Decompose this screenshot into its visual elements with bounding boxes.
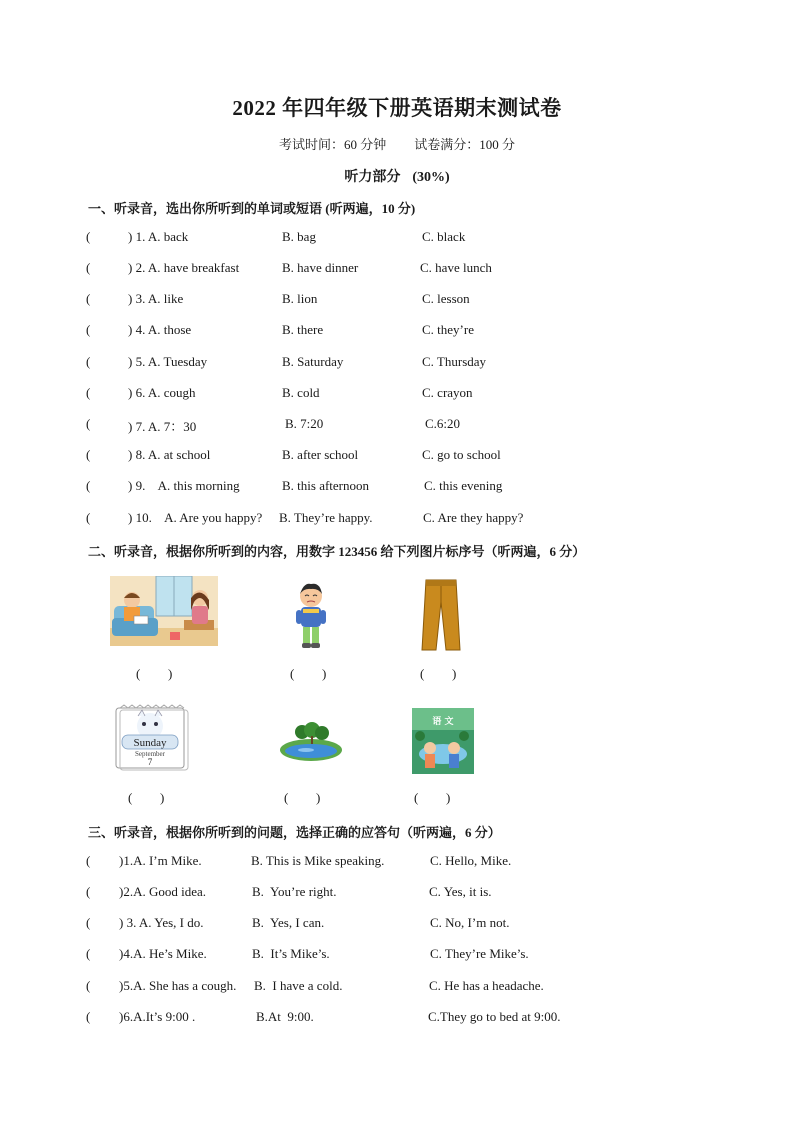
option-a: ) 4. A. those — [128, 322, 192, 337]
option-b: B. 7:20 — [285, 416, 324, 431]
option-a: )4.A. He’s Mike. — [119, 946, 207, 961]
option-c: C.They go to bed at 9:00. — [428, 1009, 561, 1024]
option-c: C. Are they happy? — [423, 510, 524, 525]
option-b: B. I have a cold. — [254, 978, 343, 993]
option-c: C. black — [422, 229, 466, 244]
option-a: ) 2. A. have breakfast — [128, 260, 240, 275]
full-score: 试卷满分：100 分 — [414, 137, 516, 152]
option-a: ) 5. A. Tuesday — [128, 354, 208, 369]
option-a: )1.A. I’m Mike. — [119, 853, 202, 868]
option-a: ) 3. A. like — [128, 291, 184, 306]
section2-heading: 二、听录音，根据你所听到的内容，用数字 123456 给下列图片标序号（听两遍，6 分） — [88, 544, 586, 559]
option-c: C. They’re Mike’s. — [430, 946, 529, 961]
option-b: B. lion — [282, 291, 318, 306]
option-c: C. go to school — [422, 447, 501, 462]
option-c: C. Thursday — [422, 354, 487, 369]
trousers-picture — [420, 578, 462, 657]
section1-heading: 一、听录音，选出你所听到的单词或短语 (听两遍，10 分) — [88, 201, 416, 216]
option-a: )6.A.It’s 9:00 . — [119, 1009, 196, 1024]
option-b: B.At 9:00. — [256, 1009, 314, 1024]
lake-picture — [278, 722, 344, 767]
option-c: C. He has a headache. — [429, 978, 544, 993]
option-c: C.6:20 — [425, 416, 461, 431]
option-a: ) 3. A. Yes, I do. — [119, 915, 204, 930]
family-scene-picture — [110, 576, 218, 651]
option-b: B. This is Mike speaking. — [251, 853, 385, 868]
option-c: C. Hello, Mike. — [430, 853, 512, 868]
option-b: B. It’s Mike’s. — [252, 946, 330, 961]
option-a: ) 8. A. at school — [128, 447, 211, 462]
listening-percent: (30%) — [412, 170, 450, 185]
book-title: 语 文 — [432, 717, 454, 727]
option-b: B. You’re right. — [252, 884, 337, 899]
page-title: 2022 年四年级下册英语期末测试卷 — [232, 96, 562, 120]
calendar-date: 7 — [147, 757, 153, 767]
option-c: C. lesson — [422, 291, 470, 306]
option-a: )5.A. She has a cough. — [119, 978, 237, 993]
option-b: B. Yes, I can. — [252, 915, 325, 930]
option-a: ) 10. A. Are you happy? — [128, 510, 263, 525]
calendar-month: September — [135, 750, 165, 758]
option-a: ) 1. A. back — [128, 229, 189, 244]
option-b: B. there — [282, 322, 324, 337]
option-b: B. cold — [282, 385, 320, 400]
option-b: B. Saturday — [282, 354, 344, 369]
option-b: B. have dinner — [282, 260, 359, 275]
option-b: B. They’re happy. — [279, 510, 373, 525]
option-b: B. bag — [282, 229, 316, 244]
option-c: C. they’re — [422, 322, 474, 337]
option-c: C. this evening — [424, 478, 503, 493]
calendar-picture — [110, 704, 190, 777]
option-b: B. this afternoon — [282, 478, 370, 493]
calendar-day: Sunday — [133, 737, 167, 749]
option-a: ) 9. A. this morning — [128, 478, 240, 493]
exam-time: 考试时间：60 分钟 — [278, 137, 387, 152]
listening-label: 听力部分 — [344, 170, 401, 185]
listening-part-heading — [0, 166, 794, 186]
option-a: ) 6. A. cough — [128, 385, 196, 400]
textbook-picture — [412, 708, 474, 779]
option-c: C. Yes, it is. — [429, 884, 492, 899]
option-c: C. have lunch — [420, 260, 492, 275]
option-a: ) 7. A. 7：30 — [128, 419, 197, 434]
option-c: C. crayon — [422, 385, 473, 400]
sick-boy-picture — [294, 580, 328, 657]
section3-heading: 三、听录音，根据你所听到的问题，选择正确的应答句（听两遍，6 分） — [88, 825, 501, 840]
option-b: B. after school — [282, 447, 359, 462]
option-c: C. No, I’m not. — [430, 915, 510, 930]
option-a: )2.A. Good idea. — [119, 884, 207, 899]
exam-info — [0, 134, 794, 153]
